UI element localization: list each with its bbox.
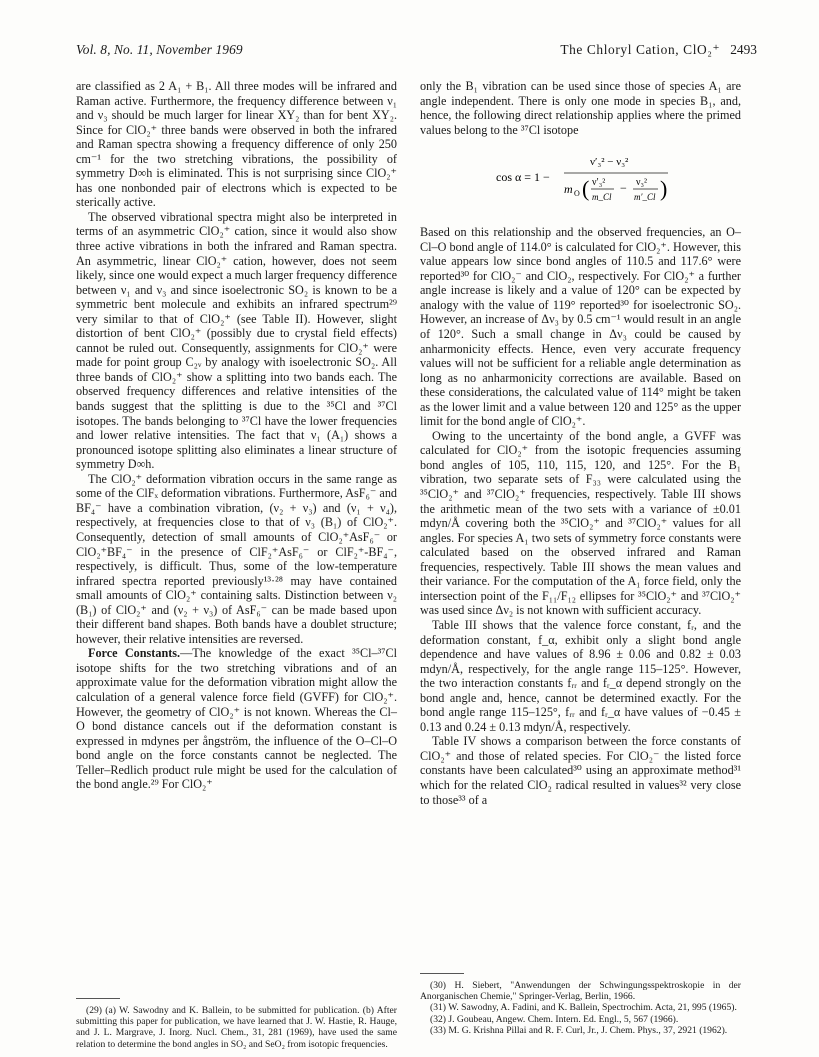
eq-lhs: cos α = 1 − [496, 170, 550, 185]
eq-mass-o: m [564, 182, 573, 197]
paragraph: Based on this relationship and the observed frequencies, an O–Cl–O bond angle of 114.0° is calculated for ClO₂⁺. However, this value appears low since bond angles of 110.5 and 117.6° were reported³⁰ for ClO₂⁻ and ClO₂, respectively. For ClO₂⁺ a further angle increase is likely and a value of 120° can be expected by analogy with the value of 119° reported³⁰ for isoelectronic SO₂. However, an increase of Δν₃ by 0.5 cm⁻¹ would result in an angle of 120°. Such a small change in Δν₃ could be caused by anharmonicity effects. Hence, even very accurate frequency values will not be sufficient for a reliable angle determination as long as no anharmonicity corrections are available. Based on these considerations, the calculated value of 114° might be taken as the lower limit and a value between 120 and 125° as the upper limit for the bond angle of ClO₂⁺. [420, 225, 741, 429]
paragraph: The ClO₂⁺ deformation vibration occurs in the same range as some of the ClFₓ deformation vibrations. Furthermore, AsF₆⁻ and BF₄⁻ have a combination vibration, (ν₂ + ν₃) and (ν₁ + ν₄), respectively, at frequencies close to that of ν₃ (B₁) of ClO₂⁺. Consequently, detection of small amounts of ClO₂⁺AsF₆⁻ or ClO₂⁺BF₄⁻ in the presence of ClF₂⁺AsF₆⁻ or ClF₂⁺-BF₄⁻, respectively, is difficult. Thus, some of the low-temperature infrared spectra reported previously¹³·²⁸ may have contained small amounts of ClO₂⁺ containing salts. Distinction between ν₂ (B₁) of ClO₂⁺ and (ν₂ + ν₃) of AsF₆⁻ can be made based upon their different band shapes. Both bands have a doublet structure; however, their relative intensities are reversed. [76, 471, 397, 646]
footnote: (33) M. G. Krishna Pillai and R. F. Curl, Jr., J. Chem. Phys., 37, 2921 (1962). [430, 1024, 728, 1036]
paragraph: only the B₁ vibration can be used since those of species A₁ are angle independent. There is only one mode in species B₁, and, hence, the following direct relationship applies where the primed values belong to the ³⁷Cl isotope [420, 79, 741, 137]
left-column [76, 79, 397, 792]
footnote: (29) (a) W. Sawodny and K. Ballein, to be submitted for publication. (b) After submitting this paper for publication, we have learned that J. W. Hastie, R. Hauge, and J. L. Margrave, J. Inorg. Nucl. Chem., 31, 281 (1969), have used the same relation to determine the bond angles in SO₂ and SeO₂ from isotopic frequencies. [76, 1005, 397, 1050]
eq-inner-den-right: m′_Cl [634, 192, 656, 203]
eq-numerator: ν′₃² − ν₃² [590, 156, 629, 169]
footnote: (30) H. Siebert, "Anwendungen der Schwingungsspektroskopie in der Anorganischen Chemie," Springer-Verlag, Berlin, 1966. [420, 980, 741, 1003]
footnote-rule [420, 973, 464, 974]
paragraph: Owing to the uncertainty of the bond angle, a GVFF was calculated for ClO₂⁺ from the isotopic frequencies assuming bond angles of 105, 110, 115, 120, and 125°. For the B₁ vibration, two separate sets of F₃₃ were calculated using the ³⁵ClO₂⁺ and ³⁷ClO₂⁺ frequencies, respectively. Table III shows the arithmetic mean of the two sets with a variance of ±0.01 mdyn/Å covering both the ³⁵ClO₂⁺ and ³⁷ClO₂⁺ values for all angles. For species A₁ two sets of symmetry force constants were calculated based on the observed infrared and Raman frequencies, respectively. Table III shows the mean values and their variance. For the computation of the A₁ force field, only the intersection point of the F₁₁/F₁₂ ellipses for ³⁵ClO₂⁺ and ³⁷ClO₂⁺ was used since Δν₂ is not known with sufficient accuracy. [420, 428, 741, 618]
running-title: The Chloryl Cation, ClO₂⁺ [560, 42, 721, 57]
paragraph: are classified as 2 A₁ + B₁. All three modes will be infrared and Raman active. Furthermore, the frequency difference between ν₁ and ν₃ should be much larger for linear XY₂ than for bent XY₂. Since for ClO₂⁺ three bands were observed in both the infrared and Raman spectra showing a frequency difference of only 250 cm⁻¹ for the two stretching vibrations, the possibility of symmetry D∞h is eliminated. This is not surprising since ClO₂⁺ has one nonbonded pair of electrons which is expected to be sterically active. [76, 79, 397, 210]
section-heading-force-constants: Force Constants. [88, 646, 181, 661]
eq-paren-right: ) [660, 176, 668, 202]
eq-inner-num-left: ν′₃² [592, 177, 606, 189]
eq-inner-den-left: m_Cl [592, 192, 612, 203]
footnote-rule [76, 998, 120, 999]
paragraph: Table IV shows a comparison between the force constants of ClO₂⁺ and those of related species. For ClO₂⁻ the listed force constants have been calculated³⁰ using an approximate method³¹ which for the related ClO₂ radical resulted in values³² very close to those³³ of a [420, 734, 741, 807]
eq-inner-minus: − [620, 181, 627, 196]
eq-inner-num-right: ν₃² [636, 177, 648, 189]
right-footnotes [420, 965, 741, 1036]
paragraph: The observed vibrational spectra might also be interpreted in terms of an asymmetric ClO₂⁺ cation, since it would also show three active vibrations in both the infrared and Raman spectra. An asymmetric, linear ClO₂⁺ cation, however, does not seem likely, since one would expect a much larger frequency difference between ν₁ and ν₃ and since isoelectronic SO₂ is known to be a symmetric bent molecule and exhibits an infrared spectrum²⁹ very similar to that of ClO₂⁺ (see Table II). However, slight distortion of bent ClO₂⁺ (possibly due to crystal field effects) cannot be ruled out. Consequently, assignments for ClO₂⁺ were made for point group C₂ᵥ by analogy with isoelectronic SO₂. All three bands of ClO₂⁺ show a splitting into two bands each. The observed frequency differences and relative intensities of the bands suggest that the splitting is due to the ³⁵Cl and ³⁷Cl isotopes. The bands belonging to ³⁷Cl have the lower frequencies and lower relative intensities. The fact that ν₁ (A₁) shows a pronounced isotope splitting also eliminates a linear structure of symmetry D∞h. [76, 209, 397, 472]
equation-bond-angle [420, 151, 741, 209]
footnote: (32) J. Goubeau, Angew. Chem. Intern. Ed. Engl., 5, 567 (1966). [430, 1013, 679, 1025]
right-column [420, 79, 741, 807]
running-header-journal: Vol. 8, No. 11, November 1969 [76, 42, 243, 57]
paragraph: Table III shows that the valence force constant, fᵣ, and the deformation constant, f_α, exhibit only a slight bond angle dependence and have values of 8.96 ± 0.06 and 0.82 ± 0.03 mdyn/Å, respectively, for the angle range 115–125°. However, the two interaction constants fᵣᵣ and fᵣ_α depend strongly on the bond angle and, hence, cannot be determined exactly. For the bond angle range 115–125°, fᵣᵣ and fᵣ_α have values of −0.45 ± 0.13 and 0.24 ± 0.13 mdyn/Å, respectively. [420, 617, 741, 734]
left-footnotes [76, 990, 397, 1050]
eq-mass-o-sub: O [574, 189, 580, 199]
paragraph-text: —The knowledge of the exact ³⁵Cl–³⁷Cl isotope shifts for the two stretching vibrations and of an approximate value for the deformation vibration might allow the calculation of a general valence force field (GVFF) for ClO₂⁺. However, the geometry of ClO₂⁺ is not known. Whereas the Cl–O bond distance cancels out if the deformation constant is expressed in mdynes per ångström, the influence of the O–Cl–O bond angle on the force constants cannot be neglected. The Teller–Redlich product rule might be used for the calculation of the bond angle.²⁹ For ClO₂⁺ [76, 646, 397, 792]
running-header-title [560, 42, 757, 58]
paragraph [76, 646, 397, 791]
page-number: 2493 [730, 42, 757, 57]
equation-graphic [496, 151, 696, 209]
eq-paren-left: ( [582, 176, 590, 202]
footnote: (31) W. Sawodny, A. Fadini, and K. Ballein, Spectrochim. Acta, 21, 995 (1965). [430, 1002, 737, 1014]
